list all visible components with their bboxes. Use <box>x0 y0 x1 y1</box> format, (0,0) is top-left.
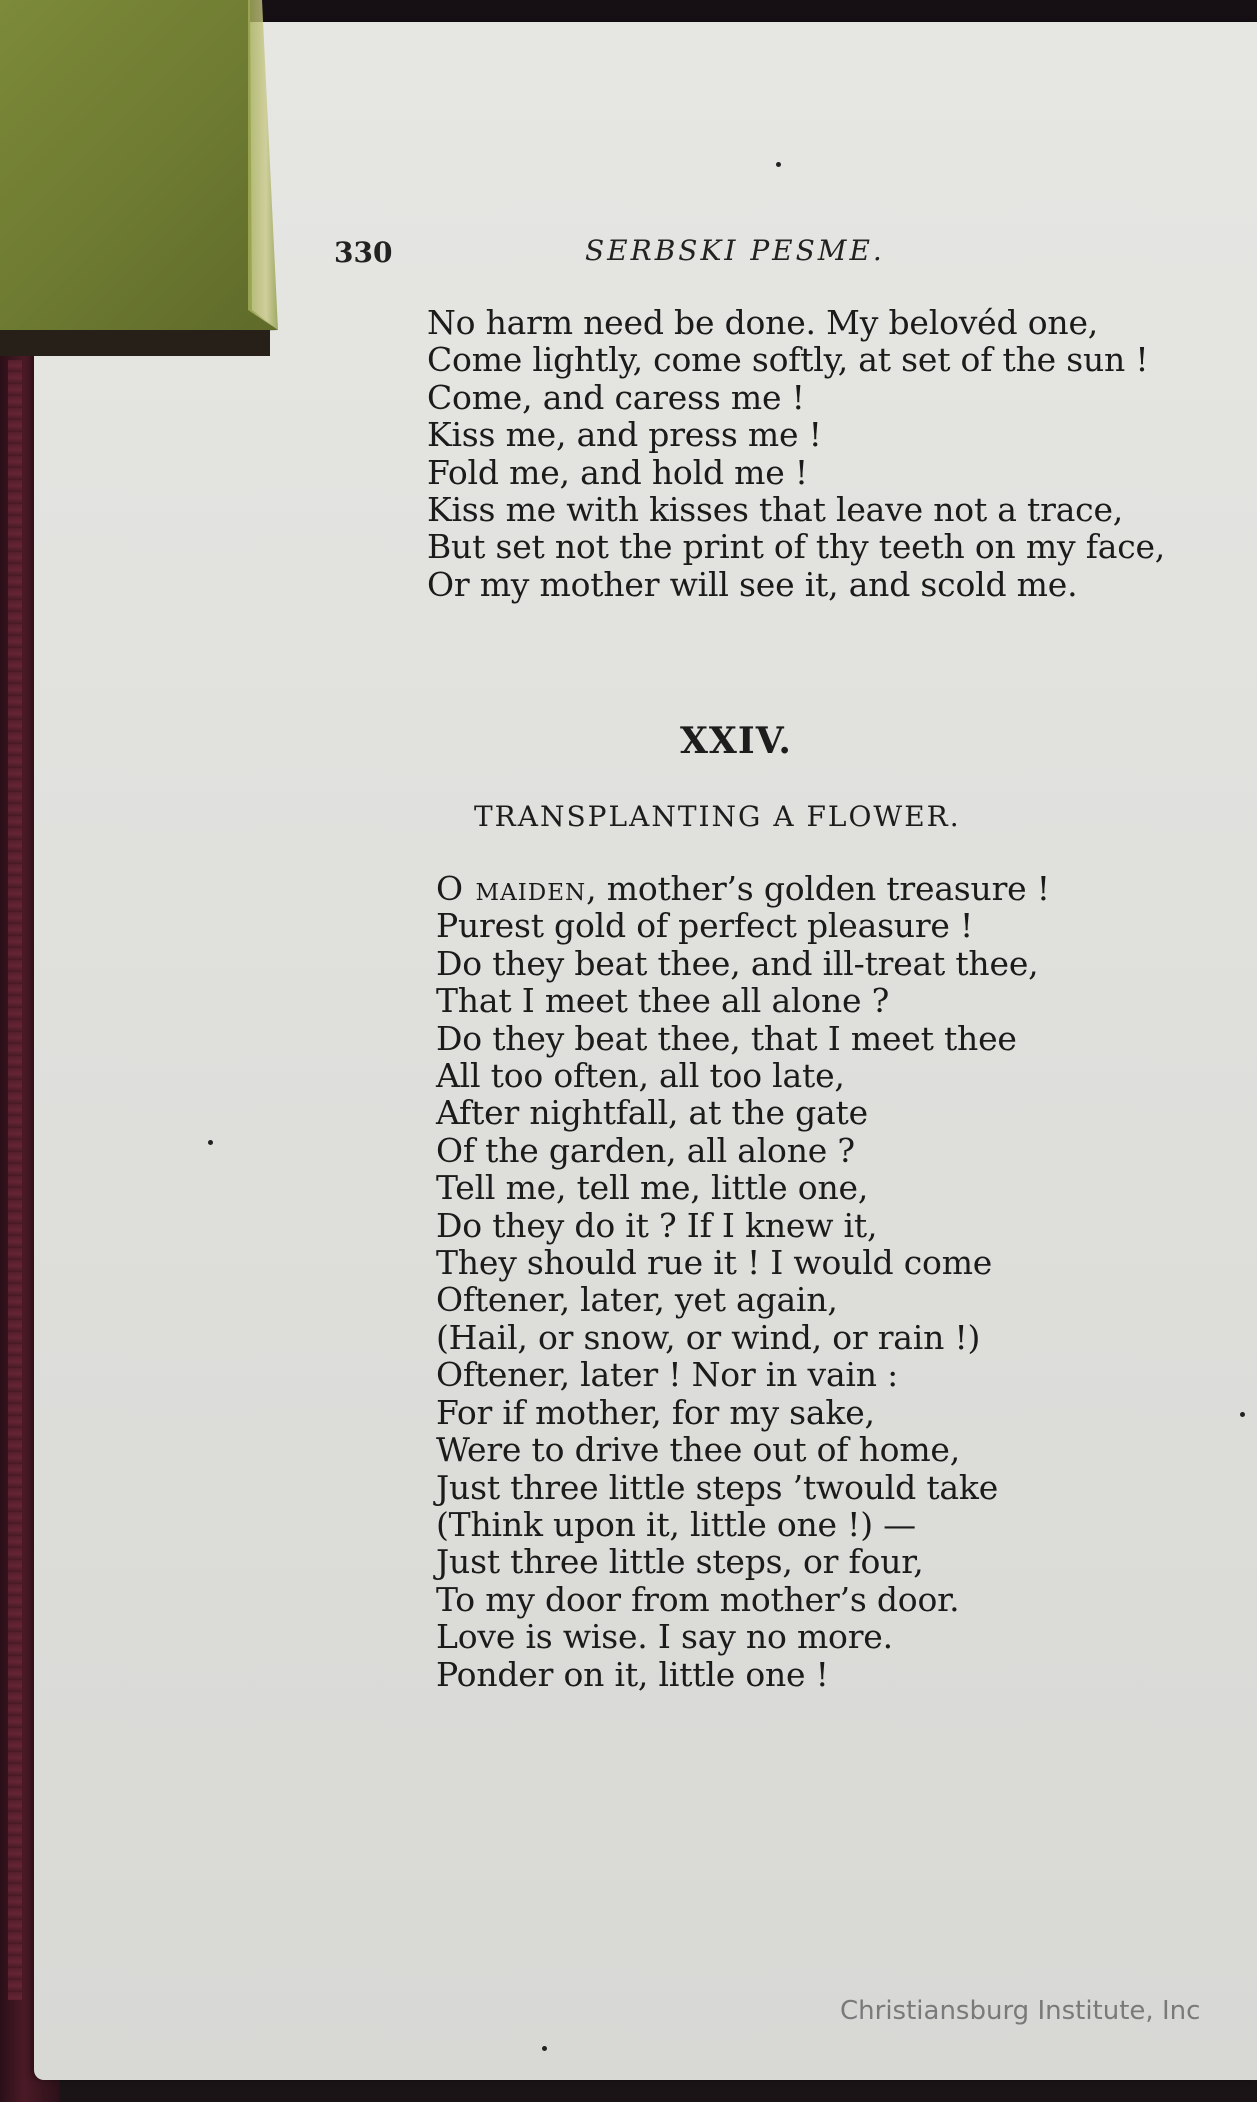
poem-line: For if mother, for my sake, <box>436 1392 875 1432</box>
poem-line: Come lightly, come softly, at set of the sun ! <box>427 340 1149 380</box>
opening-words: O maiden <box>436 869 587 908</box>
poem-line: Were to drive thee out of home, <box>436 1430 961 1470</box>
second-stanza <box>436 870 1050 1693</box>
poem-line: Love is wise. I say no more. <box>436 1617 893 1657</box>
first-line-rest: , mother’s golden treasure ! <box>586 869 1050 908</box>
first-stanza <box>427 304 1165 603</box>
poem-line: Tell me, tell me, little one, <box>436 1168 869 1208</box>
poem-line: Or my mother will see it, and scold me. <box>427 564 1078 604</box>
poem-title: TRANSPLANTING A FLOWER. <box>474 800 961 833</box>
poem-line: (Hail, or snow, or wind, or rain !) <box>436 1317 981 1357</box>
binding-edge <box>8 360 22 2000</box>
running-head: SERBSKI PESME. <box>585 234 885 267</box>
poem-line: They should rue it ! I would come <box>436 1243 993 1283</box>
poem-line: Of the garden, all alone ? <box>436 1130 855 1170</box>
print-speck <box>776 162 781 167</box>
poem-line: Oftener, later, yet again, <box>436 1280 838 1320</box>
poem-line: Do they beat thee, that I meet thee <box>436 1018 1017 1058</box>
poem-line: Just three little steps ’twould take <box>436 1467 999 1507</box>
green-bookmark <box>0 0 278 340</box>
poem-line: Do they do it ? If I knew it, <box>436 1205 878 1245</box>
poem-line: No harm need be done. My belovéd one, <box>427 303 1099 342</box>
poem-line: Purest gold of perfect pleasure ! <box>436 906 974 946</box>
page-number: 330 <box>334 236 393 269</box>
poem-line: (Think upon it, little one !) — <box>436 1504 916 1544</box>
poem-line: To my door from mother’s door. <box>436 1579 960 1619</box>
poem-line: Just three little steps, or four, <box>436 1542 924 1582</box>
poem-line: Do they beat thee, and ill-treat thee, <box>436 943 1039 983</box>
section-numeral: XXIV. <box>680 720 792 762</box>
poem-line: After nightfall, at the gate <box>436 1093 868 1133</box>
print-speck <box>208 1140 213 1145</box>
poem-line: But set not the print of thy teeth on my face, <box>427 527 1166 567</box>
poem-line: Kiss me with kisses that leave not a trace, <box>427 490 1124 530</box>
poem-line <box>436 870 1050 907</box>
poem-line: Kiss me, and press me ! <box>427 415 822 455</box>
poem-line: Come, and caress me ! <box>427 377 805 417</box>
poem-line: All too often, all too late, <box>436 1056 845 1096</box>
poem-line: That I meet thee all alone ? <box>436 981 890 1021</box>
poem-line: Ponder on it, little one ! <box>436 1654 829 1694</box>
print-speck <box>542 2046 547 2051</box>
poem-line: Fold me, and hold me ! <box>427 452 808 492</box>
watermark: Christiansburg Institute, Inc <box>840 1996 1201 2026</box>
bookmark-shadow <box>0 330 270 356</box>
print-speck <box>1240 1412 1245 1417</box>
poem-line: Oftener, later ! Nor in vain : <box>436 1355 899 1395</box>
